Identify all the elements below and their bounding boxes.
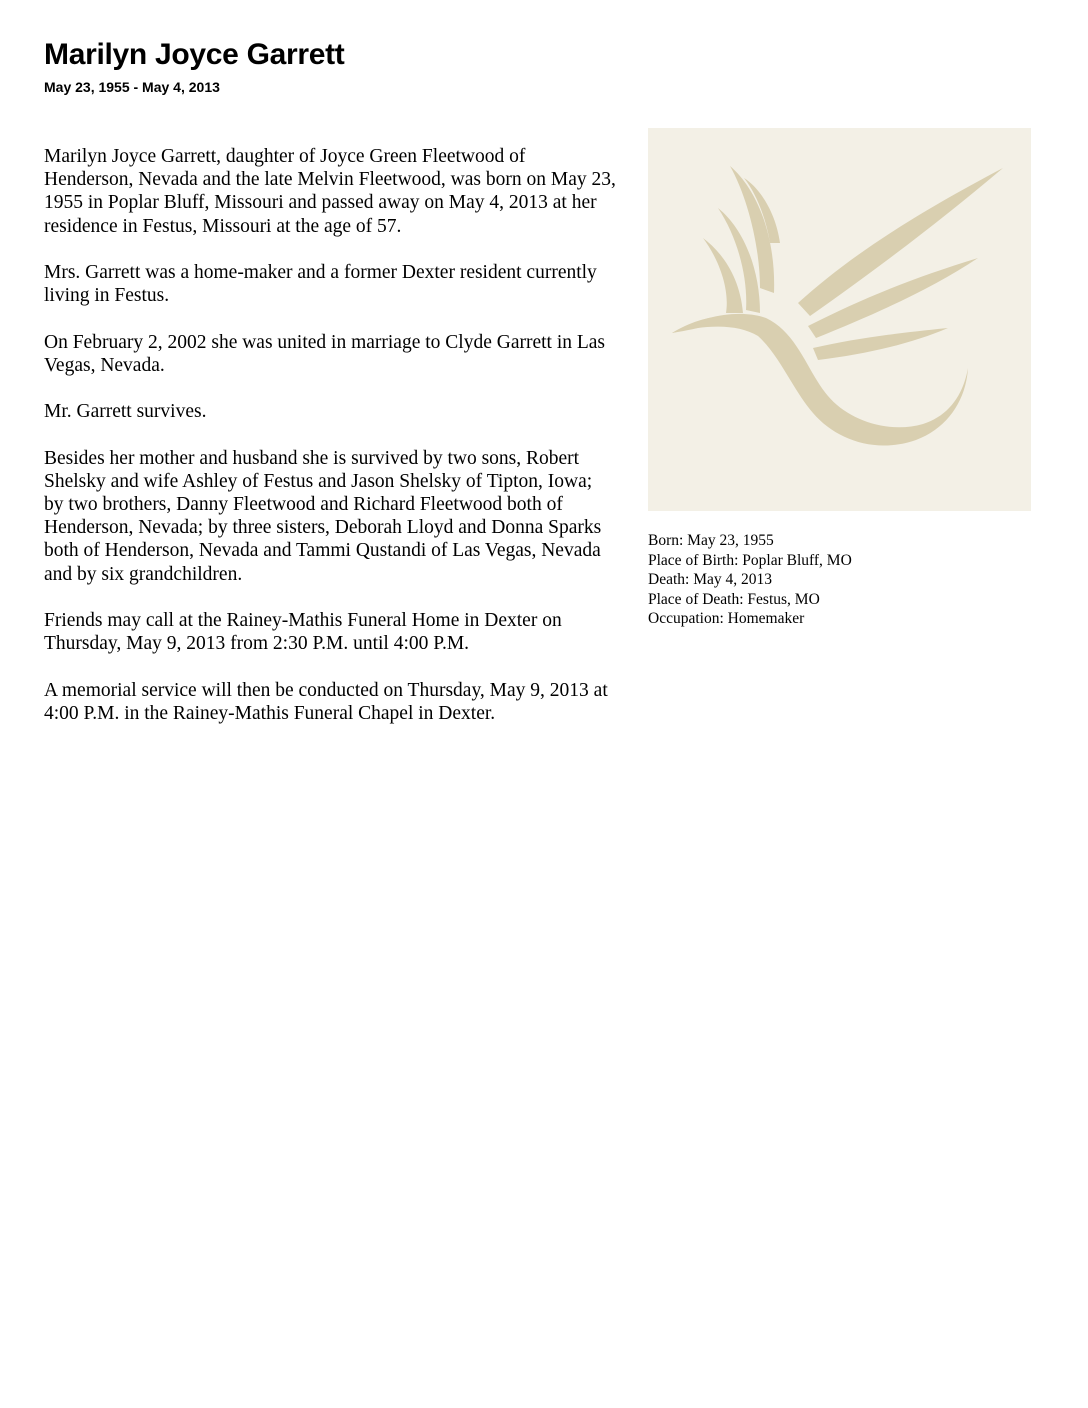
obituary-paragraph: Marilyn Joyce Garrett, daughter of Joyce Green Fleetwood of Henderson, Nevada and the late Melvin Fleetwood, was born on May 23, 1955 in Poplar Bluff, Missouri and passed away on May 4, 2013 at her residence in Festus, Missouri at the age of 57.	[44, 146, 616, 237]
obituary-paragraph: Mrs. Garrett was a home-maker and a former Dexter resident currently living in Festus.	[44, 262, 597, 307]
fact-born: Born: May 23, 1955	[648, 532, 774, 549]
fact-place-of-birth: Place of Birth: Poplar Bluff, MO	[648, 551, 852, 569]
dove-icon	[648, 128, 1031, 511]
memorial-image	[648, 128, 1031, 511]
obituary-paragraph: On February 2, 2002 she was united in marriage to Clyde Garrett in Las Vegas, Nevada.	[44, 331, 606, 376]
deceased-name: Marilyn Joyce Garrett	[44, 38, 345, 71]
obituary-paragraph: Besides her mother and husband she is survived by two sons, Robert Shelsky and wife Ashley of Festus and Jason Shelsky of Tipton, Iowa; by two brothers, Danny Fleetwood and Richard Fleetwood both of Henderson, Nevada; by three sisters, Deborah Lloyd and Donna Sparks both of Henderson, Nevada and Tammi Qustandi of Las Vegas, Nevada and by six grandchildren.	[44, 447, 602, 585]
life-dates: May 23, 1955 - May 4, 2013	[44, 79, 220, 95]
obituary-text	[44, 145, 616, 748]
vital-facts	[648, 531, 1048, 629]
obituary-paragraph: Mr. Garrett survives.	[44, 401, 207, 423]
obituary-paragraph: A memorial service will then be conducted on Thursday, May 9, 2013 at 4:00 P.M. in the Rainey-Mathis Funeral Chapel in Dexter.	[44, 679, 608, 724]
fact-occupation: Occupation: Homemaker	[648, 610, 805, 628]
fact-death: Death: May 4, 2013	[648, 571, 772, 589]
obituary-paragraph: Friends may call at the Rainey-Mathis Funeral Home in Dexter on Thursday, May 9, 2013 from 2:30 P.M. until 4:00 P.M.	[44, 609, 562, 655]
fact-place-of-death: Place of Death: Festus, MO	[648, 590, 820, 608]
